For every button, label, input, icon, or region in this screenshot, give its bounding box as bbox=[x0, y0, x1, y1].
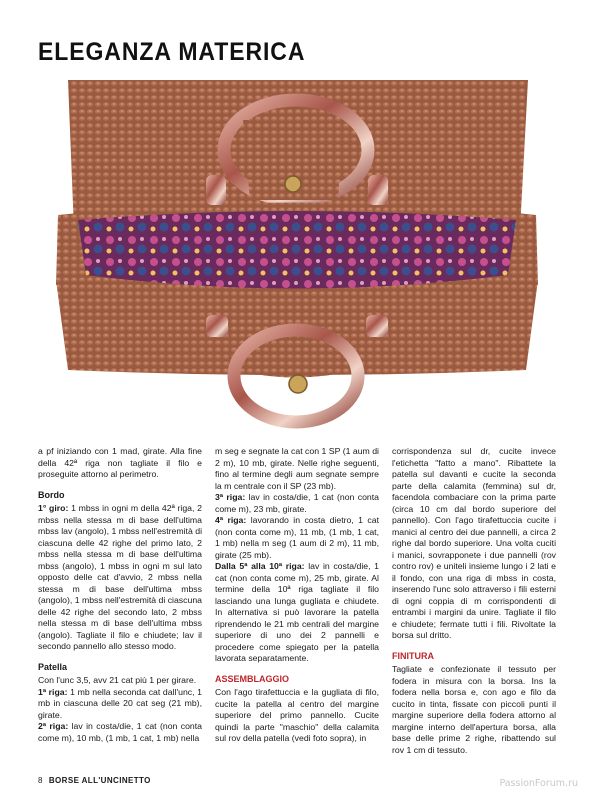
crochet-bag-photo bbox=[38, 80, 557, 440]
text-column-2 bbox=[215, 446, 379, 762]
patella-intro: Con l'unc 3,5, avv 21 cat più 1 per girare. bbox=[38, 675, 197, 685]
bag-illustration bbox=[38, 80, 557, 440]
col2-paragraph-1: m seg e segnate la cat con 1 SP (1 aum di 2 m), 10 mb, girate. Nelle righe seguenti, fino al termine degli aum segnate sempre la m centrale con il SP (23 mb). bbox=[215, 446, 379, 491]
page-footer bbox=[38, 776, 151, 785]
finitura-paragraph: Tagliate e confezionate il tessuto per fodera in misura con la borsa. Ins la fodera nella borsa e, con ago e filo da cucito in tinta, fissate con piccoli punti il margine superiore della fodera attorno al margine interno dell'apertura borsa, alla base delle prime 2 righe, ribattendo sul rov 1 cm di tessuto. bbox=[392, 664, 556, 755]
watermark: PassionForum.ru bbox=[499, 778, 578, 789]
row-5-10-label: Dalla 5ª alla 10ª riga: bbox=[215, 561, 305, 571]
patella-row-2-text: lav in costa/die, 1 cat (non conta come m), 10 mb, (1 mb, 1 cat, 1 mb) nella bbox=[38, 721, 202, 743]
text-column-3 bbox=[392, 446, 556, 762]
patella-row-2 bbox=[38, 721, 202, 744]
bordo-paragraph bbox=[38, 503, 202, 653]
row-4-text: lavorando in costa dietro, 1 cat (non conta come m), 11 mb, (1 mb, 1 cat, 1 mb) nella m seg (1 aum di 2 m), 11 mb, girate (25 mb). bbox=[215, 515, 380, 560]
row-3-text: lav in costa/die, 1 cat (non conta come m), 23 mb, girate. bbox=[215, 492, 379, 514]
patella-row-1-text: 1 mb nella seconda cat dall'unc, 1 mb in ciascuna delle 20 cat seg (21 mb), girate. bbox=[38, 686, 202, 720]
page-title: ELEGANZA MATERICA bbox=[38, 38, 306, 66]
magnet-button-back bbox=[285, 176, 301, 192]
bordo-text: 1 mbss in ogni m della 42ª riga, 2 mbss nella stessa m di base dell'ultima mbss lav (angolo), 1 mbss nell'estremità di ciascuna delle 42 righe del primo lato, 2 mbss nella stessa m di base dell'ultima mbss (angolo), 1 mbss in ogni m sul lato opposto delle cat d'avvio, 2 mbss nella stessa m di base dell'ultima mbss (angolo), 1 mbss nell'estremità di ciascuna delle 42 righe del secondo lato, 2 mbss nella stessa m di base dell'ultima mbss (angolo). Tagliate il filo e chiudete; lav il secondo pannello allo stesso modo. bbox=[38, 503, 202, 651]
intro-paragraph: a pf iniziando con 1 mad, girate. Alla fine della 42ª riga non tagliate il filo e proseguite attorno al perimetro. bbox=[38, 446, 202, 479]
bordo-label: 1° giro: bbox=[38, 503, 69, 513]
patella-row-1-label: 1ª riga: bbox=[38, 686, 68, 697]
row-3 bbox=[215, 492, 379, 515]
row-4-label: 4ª riga: bbox=[215, 515, 247, 525]
bordo-heading: Bordo bbox=[38, 489, 65, 500]
magazine-name: BORSE ALL'UNCINETTO bbox=[48, 776, 151, 785]
assemblaggio-heading: ASSEMBLAGGIO bbox=[215, 673, 290, 684]
lining-fabric bbox=[78, 211, 516, 289]
page-number: 8 bbox=[38, 776, 43, 785]
patella-row-1 bbox=[38, 687, 202, 722]
patella-row-2-label: 2ª riga: bbox=[38, 721, 69, 731]
row-4 bbox=[215, 515, 379, 561]
col3-paragraph-1: corrispondenza sul dr, cucite invece l'etichetta "fatto a mano". Ribattete la patella sul davanti e cucite la seconda parte della calamita (femmina) sul dr, facendola combaciare con la prima parte (circa 10 cm dal bordo superiore del pannello). Con l'ago tirafettuccia cucite i manici al centro dei due pannelli, a circa 2 righe dal bordo superiore. Una volta cuciti i manici, sovrapponete i due pannelli (rov contro rov) e uniteli insieme lungo i 2 lati e il fondo, con una riga di mbss in costa, inserendo l'unc solo attraverso i fili esterni di ogni coppia di m corrispondenti di entrambi i margini da unire. Tagliate il filo e chiudete; fermate tutti i fili. Rivoltate la borsa sul dritto. bbox=[392, 446, 556, 640]
text-column-1 bbox=[38, 446, 202, 762]
magnet-button-front bbox=[289, 375, 307, 393]
patella-heading: Patella bbox=[38, 661, 68, 672]
article-body bbox=[38, 446, 557, 762]
row-5-10 bbox=[215, 561, 379, 665]
row-3-label: 3ª riga: bbox=[215, 492, 246, 502]
row-5-10-text: lav in costa/die, 1 cat (non conta come m), 25 mb, girate. Al termine della 10ª riga tagliate il filo lasciando una lunga gugliata e chiudete. In alternativa si può lavorare la patella riprendendo le 21 mb centrali del margine superiore di uno dei 2 pannelli e procedere come spiegato per la patella lavorata separatamente. bbox=[215, 561, 379, 663]
finitura-heading: FINITURA bbox=[392, 650, 434, 661]
assemblaggio-paragraph: Con l'ago tirafettuccia e la gugliata di filo, cucite la patella al centro del margine superiore del primo pannello. Cucite quindi la parte "maschio" della calamita sul rov della patella (vedi foto sopra), in bbox=[215, 687, 379, 743]
